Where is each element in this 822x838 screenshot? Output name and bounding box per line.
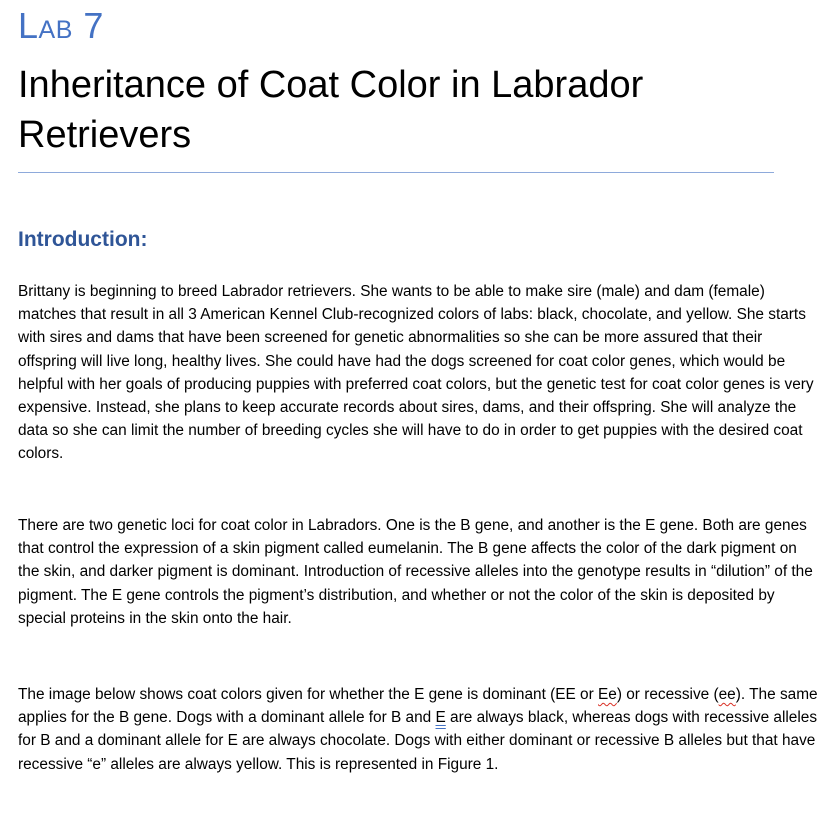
lab-number-label: Lab 7 xyxy=(18,5,104,46)
paragraph-3-text-2: ) or recessive ( xyxy=(616,686,719,703)
introduction-paragraph-2: There are two genetic loci for coat color in Labradors. One is the B gene, and another is the E gene. Both are genes that control the expression of a skin pigment called eumelanin. The B gene affects the color of the dark pigment on the skin, and darker pigment is dominant. Introduction of recessive alleles into the genotype results in “dilution” of the pigment. The E gene controls the pigment’s distribution, and whether or not the color of the skin is deposited by special proteins in the skin onto the hair. xyxy=(18,517,813,627)
paragraph-3-text-1: The image below shows coat colors given for whether the E gene is dominant (EE or xyxy=(18,686,599,703)
paragraph-3-text-3: ). The same applies for the B gene. Dogs with a dominant allele for B and xyxy=(18,686,818,727)
introduction-paragraph-1: Brittany is beginning to breed Labrador retrievers. She wants to be able to make sire (male) and dam (female) matches that result in all 3 American Kennel Club-recognized colors of labs: black, chocolate, and yellow. She starts with sires and dams that have been screened for genetic abnormalities so she can be more assured that their offspring will live long, healthy lives. She could have had the dogs screened for coat color genes, which would be helpful with her goals of producing puppies with preferred coat colors, but the genetic test for coat color genes is very expensive. Instead, she plans to keep accurate records about sires, dams, and their offspring. She will analyze the data so she can limit the number of breeding cycles she will have to do in order to get puppies with the desired coat colors. xyxy=(18,283,814,463)
spellcheck-word-ee-mixed[interactable]: Ee xyxy=(598,686,617,703)
introduction-paragraph-3 xyxy=(18,683,818,776)
paragraph-3-text-4: are always black, whereas dogs with recessive alleles for B and a dominant allele for E are always chocolate. Dogs with either dominant or recessive B alleles but that have recessive “e” alleles are always yellow. This is represented in Figure 1. xyxy=(18,709,818,773)
title-divider xyxy=(18,172,774,173)
introduction-heading: Introduction: xyxy=(18,228,148,251)
grammar-flag-e-dominant[interactable]: E xyxy=(435,709,446,727)
document-title: Inheritance of Coat Color in Labrador Retrievers xyxy=(18,64,644,156)
spellcheck-word-ee-recessive[interactable]: ee xyxy=(718,686,736,703)
